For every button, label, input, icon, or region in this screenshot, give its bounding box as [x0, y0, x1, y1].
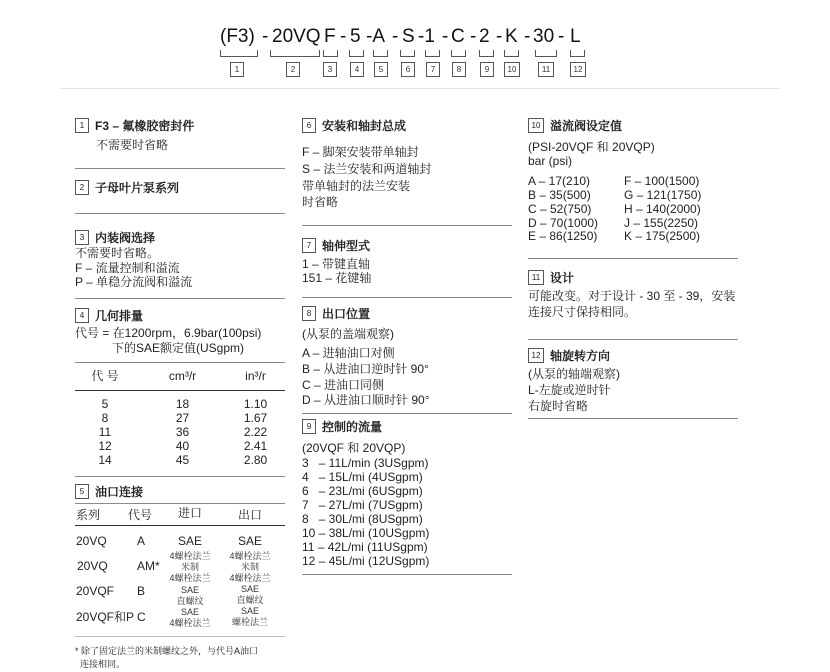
- section-title: 油口连接: [95, 484, 144, 499]
- text-line: 12 – 45L/mi (12USgpm): [302, 554, 430, 568]
- table-header: 出口: [237, 508, 262, 522]
- section-title: 控制的流量: [322, 419, 383, 434]
- code-number: 6: [401, 62, 415, 77]
- cell: 4螺栓法兰: [169, 551, 211, 561]
- divider: [75, 362, 285, 363]
- cell: 5: [101, 397, 109, 411]
- divider: [75, 525, 285, 526]
- cell: 20VQF和P: [76, 610, 135, 624]
- code-part: S: [402, 26, 415, 47]
- cell: 直螺纹: [236, 595, 264, 605]
- code-number: 7: [426, 62, 440, 77]
- table-header: cm³/r: [168, 369, 197, 383]
- code-part: -: [496, 26, 503, 47]
- divider: [60, 88, 780, 89]
- cell: 12: [98, 439, 112, 453]
- text-line: 151 – 花键轴: [302, 271, 372, 285]
- cell: 20VQ: [77, 559, 108, 573]
- section-number: 1: [75, 118, 89, 133]
- section-12-header: [528, 348, 610, 363]
- code-part: -: [340, 26, 347, 47]
- divider: [302, 297, 512, 298]
- text-line: A – 进轴油口对侧: [302, 346, 395, 360]
- cell: AM*: [137, 559, 160, 573]
- text-line: 不需要时省略: [96, 138, 169, 152]
- code-part: 30: [533, 26, 555, 47]
- section-title: 出口位置: [322, 306, 371, 321]
- section-number: 9: [302, 419, 316, 434]
- cell: 36: [175, 425, 190, 439]
- section-number: 2: [75, 180, 89, 195]
- setting: H – 140(2000): [624, 202, 701, 216]
- text-line: (PSI-20VQF 和 20VQP): [528, 140, 655, 154]
- code-part: -1: [418, 26, 435, 47]
- section-title: 溢流阀设定值: [550, 118, 623, 133]
- code-part: 5: [350, 26, 361, 47]
- cell: 45: [175, 453, 190, 467]
- text-line: 可能改变。对于设计 - 30 至 - 39，安装: [528, 289, 736, 303]
- bracket: [373, 50, 388, 57]
- cell: 4螺栓法兰: [229, 551, 271, 561]
- code-number: 2: [286, 62, 300, 77]
- cell: 2.22: [243, 425, 268, 439]
- cell: 米制: [180, 562, 199, 572]
- setting: D – 70(1000): [528, 216, 599, 230]
- code-part: 20VQ: [272, 26, 321, 47]
- cell: 27: [175, 411, 190, 425]
- text-line: 时省略: [302, 195, 339, 209]
- code-part: -: [262, 26, 269, 47]
- section-number: 4: [75, 308, 89, 323]
- footnote: * 除了固定法兰的米制螺纹之外，与代号A油口: [75, 646, 259, 656]
- section-1-header: [75, 118, 194, 133]
- divider: [302, 413, 512, 414]
- bracket: [535, 50, 557, 57]
- text-line: L-左旋或逆时针: [528, 383, 611, 397]
- table-header: in³/r: [245, 369, 266, 383]
- divider: [528, 418, 738, 419]
- code-number: 8: [452, 62, 466, 77]
- bracket: [400, 50, 415, 57]
- text-line: 代号 = 在1200rpm，6.9bar(100psi): [75, 326, 262, 340]
- code-part: -: [470, 26, 477, 47]
- cell: 40: [175, 439, 190, 453]
- text-line: 11 – 42L/mi (11USgpm): [302, 540, 428, 554]
- section-number: 3: [75, 230, 89, 245]
- cell: 18: [175, 397, 190, 411]
- text-line: 7 – 27L/mi (7USgpm): [302, 498, 423, 512]
- text-line: (20VQF 和 20VQP): [302, 441, 406, 455]
- setting: K – 175(2500): [624, 229, 701, 243]
- section-title: 子母叶片泵系列: [95, 180, 180, 195]
- code-part: -: [524, 26, 531, 47]
- cell: 4螺栓法兰: [169, 618, 211, 628]
- section-10-header: [528, 118, 622, 133]
- setting: G – 121(1750): [624, 188, 702, 202]
- text-line: (从泵的轴端观察): [528, 367, 620, 381]
- section-8-header: [302, 306, 370, 321]
- bracket: [504, 50, 519, 57]
- divider: [75, 636, 285, 637]
- code-number: 3: [323, 62, 337, 77]
- text-line: F – 脚架安装带单轴封: [302, 145, 419, 159]
- bracket: [425, 50, 440, 57]
- section-11-header: [528, 270, 574, 285]
- cell: SAE: [240, 584, 259, 594]
- section-number: 12: [528, 348, 544, 363]
- divider: [75, 476, 285, 477]
- text-line: 1 – 带键直轴: [302, 257, 371, 271]
- text-line: (从泵的盖端观察): [302, 327, 394, 341]
- section-6-header: [302, 118, 406, 133]
- code-number: 4: [350, 62, 364, 77]
- code-part: -: [392, 26, 399, 47]
- code-part: -A: [366, 26, 385, 47]
- section-title: 轴旋转方向: [550, 348, 611, 363]
- section-5-header: [75, 484, 143, 499]
- bracket: [323, 50, 338, 57]
- cell: SAE: [177, 534, 202, 548]
- cell: B: [137, 584, 146, 598]
- setting: B – 35(500): [528, 188, 591, 202]
- bracket: [451, 50, 466, 57]
- section-number: 6: [302, 118, 316, 133]
- cell: C: [137, 610, 146, 624]
- cell: 螺栓法兰: [231, 617, 268, 627]
- cell: 8: [101, 411, 109, 425]
- code-number: 1: [230, 62, 244, 77]
- code-number: 12: [570, 62, 586, 77]
- section-number: 11: [528, 270, 544, 285]
- table-header: 代 号: [91, 369, 119, 383]
- code-number: 5: [374, 62, 388, 77]
- section-9-header: [302, 419, 382, 434]
- cell: SAE: [180, 607, 199, 617]
- section-title: 轴伸型式: [322, 238, 371, 253]
- code-number: 11: [538, 62, 554, 77]
- cell: 20VQ: [76, 534, 107, 548]
- cell: 20VQF: [76, 584, 115, 598]
- divider: [75, 168, 285, 169]
- code-part: C: [451, 26, 465, 47]
- bracket: [349, 50, 364, 57]
- text-line: 带单轴封的法兰安装: [302, 179, 411, 193]
- cell: 米制: [240, 562, 259, 572]
- text-line: S – 法兰安装和两道轴封: [302, 162, 432, 176]
- section-title: 设计: [550, 270, 575, 285]
- cell: 11: [98, 425, 112, 439]
- section-number: 5: [75, 484, 89, 499]
- setting: F – 100(1500): [624, 174, 700, 188]
- section-title: 几何排量: [95, 308, 144, 323]
- section-2-header: [75, 180, 179, 195]
- table-header: 代号: [128, 508, 153, 522]
- text-line: B – 从进油口逆时针 90°: [302, 362, 429, 376]
- code-part: 2: [479, 26, 490, 47]
- cell: A: [137, 534, 146, 548]
- section-number: 10: [528, 118, 544, 133]
- text-line: 连接尺寸保持相同。: [528, 305, 637, 319]
- setting: J – 155(2250): [624, 216, 699, 230]
- code-part: F: [324, 26, 336, 47]
- text-line: 下的SAE额定值(USgpm): [112, 341, 245, 355]
- text-line: 4 – 15L/mi (4USgpm): [302, 470, 423, 484]
- code-number: 10: [504, 62, 520, 77]
- code-part: (F3): [220, 26, 255, 47]
- code-part: L: [570, 26, 581, 47]
- table-header: 进口: [177, 506, 202, 520]
- text-line: C – 进油口同侧: [302, 378, 385, 392]
- cell: SAE: [240, 606, 259, 616]
- text-line: 3 – 11L/min (3USgpm): [302, 456, 429, 470]
- divider: [75, 298, 285, 299]
- bracket: [570, 50, 585, 57]
- bracket: [220, 50, 258, 57]
- section-7-header: [302, 238, 370, 253]
- cell: 4螺栓法兰: [169, 573, 211, 583]
- text-line: 6 – 23L/mi (6USgpm): [302, 484, 423, 498]
- text-line: bar (psi): [528, 154, 573, 168]
- code-number: 9: [480, 62, 494, 77]
- section-4-header: [75, 308, 143, 323]
- section-title: F3 – 氟橡胶密封件: [95, 118, 195, 133]
- section-number: 8: [302, 306, 316, 321]
- text-line: 10 – 38L/mi (10USgpm): [302, 526, 430, 540]
- divider: [528, 339, 738, 340]
- text-line: 8 – 30L/mi (8USgpm): [302, 512, 423, 526]
- setting: A – 17(210): [528, 174, 591, 188]
- cell: 2.80: [243, 453, 268, 467]
- cell: 14: [98, 453, 112, 467]
- table-header: 系列: [76, 508, 101, 522]
- text-line: D – 从进油口顺时针 90°: [302, 393, 430, 407]
- text-line: 右旋时省略: [528, 399, 589, 413]
- footnote: 连接相同。: [80, 659, 126, 669]
- divider: [75, 213, 285, 214]
- code-part: -: [442, 26, 449, 47]
- text-line: 不需要时省略。: [75, 246, 160, 260]
- bracket: [270, 50, 320, 57]
- setting: C – 52(750): [528, 202, 592, 216]
- setting: E – 86(1250): [528, 229, 598, 243]
- cell: SAE: [180, 585, 199, 595]
- divider: [528, 258, 738, 259]
- divider: [75, 390, 285, 391]
- cell: SAE: [237, 534, 262, 548]
- section-title: 安装和轴封总成: [322, 118, 407, 133]
- divider: [75, 503, 285, 504]
- text-line: P – 单稳分流阀和溢流: [75, 275, 193, 289]
- section-number: 7: [302, 238, 316, 253]
- cell: 1.67: [243, 411, 268, 425]
- section-3-header: [75, 230, 155, 245]
- cell: 4螺栓法兰: [229, 573, 271, 583]
- divider: [302, 574, 512, 575]
- divider: [302, 225, 512, 226]
- section-title: 内装阀选择: [95, 230, 156, 245]
- cell: 1.10: [243, 397, 268, 411]
- cell: 2.41: [243, 439, 268, 453]
- code-part: K: [505, 26, 518, 47]
- text-line: F – 流量控制和溢流: [75, 261, 180, 275]
- bracket: [479, 50, 494, 57]
- code-part: -: [558, 26, 565, 47]
- cell: 直螺纹: [176, 596, 204, 606]
